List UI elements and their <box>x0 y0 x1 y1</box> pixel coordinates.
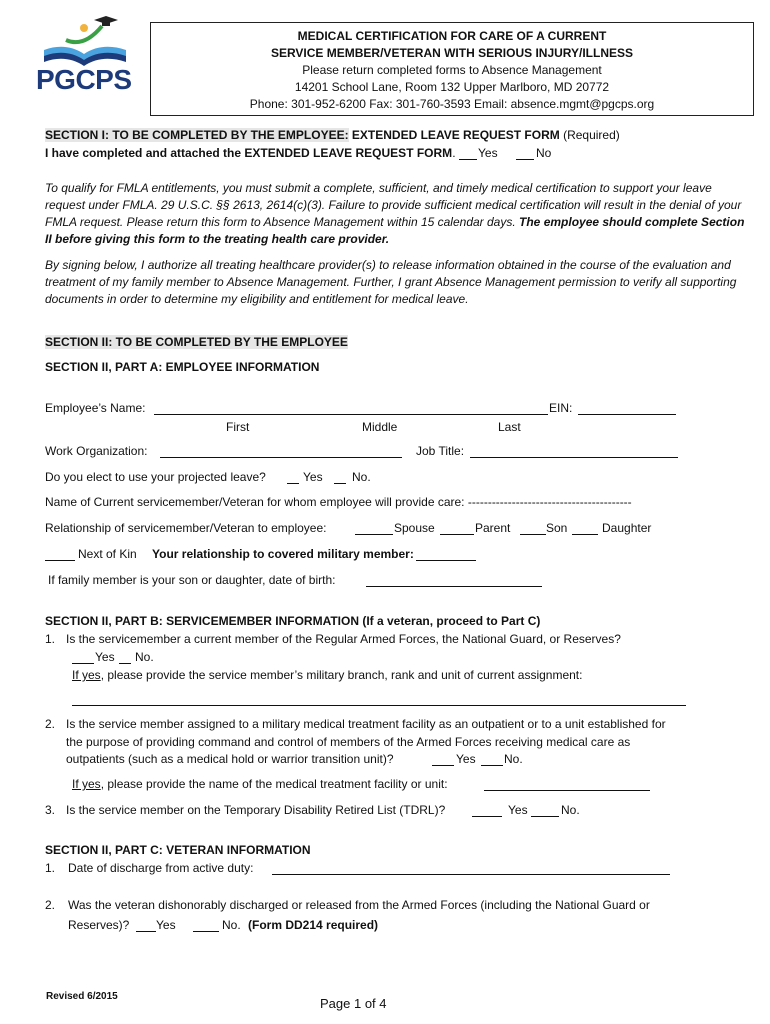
discharge-date-field[interactable] <box>272 874 670 875</box>
attached-statement-row: I have completed and attached the EXTENDED LEAVE REQUEST FORM. <box>45 146 456 160</box>
section1-heading: SECTION I: TO BE COMPLETED BY THE EMPLOYEE: <box>45 128 349 142</box>
projected-leave-no-label: No. <box>352 470 371 484</box>
next-of-kin-label: Next of Kin <box>78 547 137 561</box>
next-of-kin-blank[interactable] <box>45 560 75 561</box>
partB-q3-no-label: No. <box>561 803 580 817</box>
partC-q1: Date of discharge from active duty: <box>68 861 254 875</box>
partB-q3-yes-label: Yes <box>508 803 528 817</box>
section1-required: (Required) <box>559 128 620 142</box>
partB-q3-yes-blank[interactable] <box>472 816 502 817</box>
partB-q2-yes-label: Yes <box>456 752 476 766</box>
partB-q1-yes-label: Yes <box>95 650 115 664</box>
partB-q2-number: 2. <box>45 717 56 731</box>
partB-q1-no-label: No. <box>135 650 154 664</box>
job-title-field[interactable] <box>470 457 678 458</box>
section1-form-name: EXTENDED LEAVE REQUEST FORM <box>348 128 560 142</box>
relationship-daughter-label: Daughter <box>602 521 652 535</box>
relationship-son-label: Son <box>546 521 568 535</box>
partB-q2-line3: outpatients (such as a medical hold or warrior transition unit)? <box>66 752 394 766</box>
employee-name-label: Employee’s Name: <box>45 401 146 415</box>
partB-heading: SECTION II, PART B: SERVICEMEMBER INFORMATION (If a veteran, proceed to Part C) <box>45 614 541 628</box>
partC-q2-line1: Was the veteran dishonorably discharged or released from the Armed Forces (including the National Guard or <box>68 898 650 912</box>
partB-q2-yes-blank[interactable] <box>432 765 454 766</box>
middle-name-caption: Middle <box>362 420 398 434</box>
partC-q2-yes-label: Yes <box>156 918 176 932</box>
projected-leave-yes-blank[interactable] <box>287 483 299 484</box>
relationship-spouse-label: Spouse <box>394 521 435 535</box>
partB-q2-followup-row <box>72 777 448 791</box>
section1-heading-row <box>45 128 620 142</box>
partB-q3: Is the service member on the Temporary Disability Retired List (TDRL)? <box>66 803 446 817</box>
employee-name-field[interactable] <box>154 414 548 415</box>
relationship-to-member-label: Your relationship to covered military member: <box>152 547 414 561</box>
partA-heading: SECTION II, PART A: EMPLOYEE INFORMATION <box>45 360 320 374</box>
servicemember-name-label: Name of Current servicemember/Veteran for whom employee will provide care: ----------------------------------------- <box>45 495 632 509</box>
attached-no-label: No <box>536 146 552 160</box>
dd214-required-note: (Form DD214 required) <box>248 918 379 932</box>
job-title-label: Job Title: <box>416 444 465 458</box>
work-org-label: Work Organization: <box>45 444 148 458</box>
last-name-caption: Last <box>498 420 521 434</box>
fmla-instructions-emphasis: The employee should complete Section II before giving this form to the treating health care provider. <box>45 215 745 246</box>
revision-date: Revised 6/2015 <box>46 991 118 1002</box>
partB-q2-line2: the purpose of providing command and control of members of the Armed Forces receiving medical care as <box>66 735 631 749</box>
attached-yes-label: Yes <box>478 146 498 160</box>
relationship-parent-label: Parent <box>475 521 511 535</box>
attached-yes-blank[interactable] <box>459 159 477 160</box>
section2-heading: SECTION II: TO BE COMPLETED BY THE EMPLOYEE <box>45 335 348 349</box>
ein-field[interactable] <box>578 414 676 415</box>
relationship-parent-blank[interactable] <box>440 534 474 535</box>
partC-q2-reserves: Reserves)? <box>68 918 130 932</box>
contact-info: Phone: 301-952-6200 Fax: 301-760-3593 Email: absence.mgmt@pgcps.org <box>249 97 655 111</box>
partB-q2-no-label: No. <box>504 752 523 766</box>
relationship-to-member-field[interactable] <box>416 560 476 561</box>
partC-q2-no-label: No. <box>222 918 241 932</box>
work-org-field[interactable] <box>160 457 402 458</box>
page-number: Page 1 of 4 <box>320 996 387 1011</box>
relationship-daughter-blank[interactable] <box>572 534 598 535</box>
partB-q3-number: 3. <box>45 803 56 817</box>
ein-label: EIN: <box>549 401 573 415</box>
partC-q2-no-blank[interactable] <box>193 931 219 932</box>
relationship-spouse-blank[interactable] <box>355 534 393 535</box>
attached-no-blank[interactable] <box>516 159 534 160</box>
form-title-line1: MEDICAL CERTIFICATION FOR CARE OF A CURRENT <box>297 29 607 43</box>
logo-text: PGCPS <box>36 64 132 95</box>
fmla-instructions <box>45 180 745 248</box>
partB-q2-followup: , please provide the name of the medical treatment facility or unit: <box>100 777 448 791</box>
partB-q1-followup: , please provide the service member’s military branch, rank and unit of current assignment: <box>100 668 583 682</box>
partC-q1-number: 1. <box>45 861 56 875</box>
partB-q3-no-blank[interactable] <box>531 816 559 817</box>
partB-q1-number: 1. <box>45 632 56 646</box>
partB-q2-line1: Is the service member assigned to a military medical treatment facility as an outpatient or to a unit established for <box>66 717 666 731</box>
partB-q2-no-blank[interactable] <box>481 765 503 766</box>
first-name-caption: First <box>226 420 250 434</box>
dob-label: If family member is your son or daughter, date of birth: <box>48 573 336 587</box>
form-title-line2: SERVICE MEMBER/VETERAN WITH SERIOUS INJURY/ILLNESS <box>270 46 634 60</box>
logo-graphic-icon <box>36 14 136 70</box>
partB-q1-answer-field[interactable] <box>72 705 686 706</box>
attached-statement: I have completed and attached the EXTENDED LEAVE REQUEST FORM <box>45 146 453 160</box>
partB-q1-no-blank[interactable] <box>119 663 131 664</box>
partB-q2-if-yes: If yes <box>72 777 101 791</box>
office-address: 14201 School Lane, Room 132 Upper Marlboro, MD 20772 <box>294 80 610 94</box>
partC-q2-number: 2. <box>45 898 56 912</box>
return-instructions: Please return completed forms to Absence Management <box>302 63 602 77</box>
relationship-son-blank[interactable] <box>520 534 546 535</box>
partB-q1-yes-blank[interactable] <box>72 663 94 664</box>
partB-q1-if-yes: If yes <box>72 668 101 682</box>
partB-q1-followup-row <box>72 668 582 682</box>
projected-leave-question: Do you elect to use your projected leave? <box>45 470 266 484</box>
projected-leave-no-blank[interactable] <box>334 483 346 484</box>
relationship-label: Relationship of servicemember/Veteran to employee: <box>45 521 327 535</box>
authorization-statement: By signing below, I authorize all treating healthcare provider(s) to release information obtained in the course of the evaluation and treatment of my family member to Absence Management. Further, I grant Absence Management permission to verify all supporting documents in order to determine my eligibility and entitlement for medical leave. <box>45 258 737 306</box>
fmla-instructions-text: To qualify for FMLA entitlements, you must submit a complete, sufficient, and timely medical certification to support your leave request under FMLA. 29 U.S.C. §§ 2613, 2614(c)(3). Failure to provide sufficient medical certification will result in the denial of your FMLA request. Please return this form to Absence Management within 15 calendar days. <box>45 181 742 229</box>
partC-q2-yes-blank[interactable] <box>136 931 156 932</box>
partB-q1: Is the servicemember a current member of the Regular Armed Forces, the National Guard, or Reserves? <box>66 632 621 646</box>
partC-heading: SECTION II, PART C: VETERAN INFORMATION <box>45 843 311 857</box>
partB-q2-answer-field[interactable] <box>484 790 650 791</box>
logo <box>36 14 136 104</box>
dob-field[interactable] <box>366 586 542 587</box>
projected-leave-yes-label: Yes <box>303 470 323 484</box>
